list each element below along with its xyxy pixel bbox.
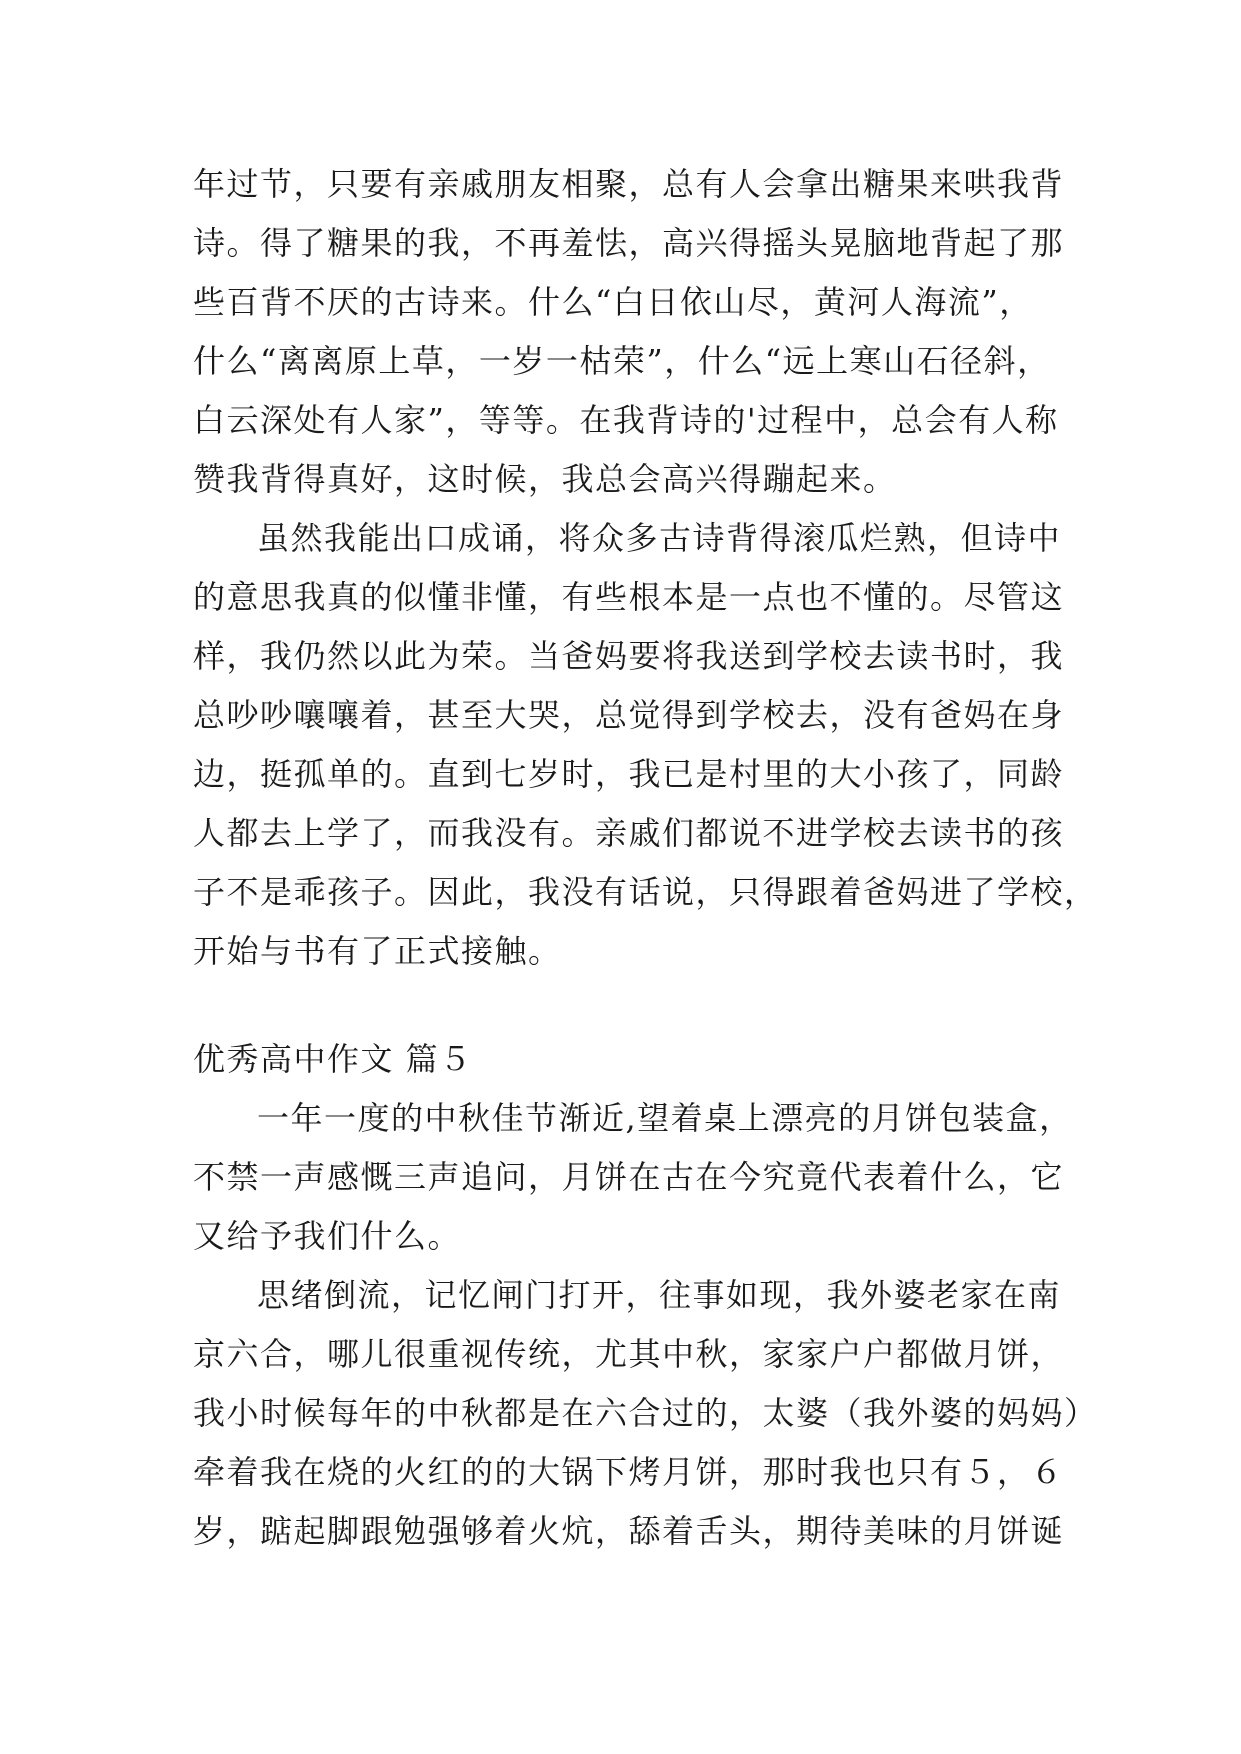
section-heading: 优秀高中作文 篇５ [193, 1040, 473, 1078]
paragraph-line: 子不是乖孩子。因此，我没有话说，只得跟着爸妈进了学校， [193, 873, 1098, 911]
paragraph-line: 总吵吵嚷嚷着，甚至大哭，总觉得到学校去，没有爸妈在身 [193, 696, 1065, 734]
paragraph-line: 虽然我能出口成诵，将众多古诗背得滚瓜烂熟，但诗中 [257, 519, 1062, 557]
paragraph-line: 白云深处有人家”，等等。在我背诗的'过程中，总会有人称 [193, 401, 1059, 439]
paragraph-line: 京六合，哪儿很重视传统，尤其中秋，家家户户都做月饼， [193, 1335, 1065, 1373]
paragraph-line: 年过节，只要有亲戚朋友相聚，总有人会拿出糖果来哄我背 [193, 165, 1065, 203]
paragraph-line: 思绪倒流，记忆闸门打开，往事如现，我外婆老家在南 [257, 1276, 1062, 1314]
paragraph-line: 边，挺孤单的。直到七岁时，我已是村里的大小孩了，同龄 [193, 755, 1065, 793]
paragraph-line: 牵着我在烧的火红的的大锅下烤月饼，那时我也只有５，６ [193, 1453, 1065, 1491]
paragraph-line: 的意思我真的似懂非懂，有些根本是一点也不懂的。尽管这 [193, 578, 1065, 616]
paragraph-line: 一年一度的中秋佳节渐近,望着桌上漂亮的月饼包装盒， [257, 1099, 1073, 1137]
paragraph-line: 样，我仍然以此为荣。当爸妈要将我送到学校去读书时，我 [193, 637, 1065, 675]
paragraph-line: 开始与书有了正式接触。 [193, 932, 562, 970]
paragraph-line: 又给予我们什么。 [193, 1217, 462, 1255]
paragraph-line: 人都去上学了，而我没有。亲戚们都说不进学校去读书的孩 [193, 814, 1065, 852]
paragraph-line: 诗。得了糖果的我，不再羞怯，高兴得摇头晃脑地背起了那 [193, 224, 1065, 262]
paragraph-line: 我小时候每年的中秋都是在六合过的，太婆（我外婆的妈妈） [193, 1394, 1098, 1432]
paragraph-line: 些百背不厌的古诗来。什么“白日依山尽，黄河人海流”， [193, 283, 1033, 321]
paragraph-line: 赞我背得真好，这时候，我总会高兴得蹦起来。 [193, 460, 897, 498]
paragraph-line: 什么“离离原上草，一岁一枯荣”，什么“远上寒山石径斜， [193, 342, 1051, 380]
paragraph-line: 岁，踮起脚跟勉强够着火炕，舔着舌头，期待美味的月饼诞 [193, 1512, 1065, 1550]
paragraph-line: 不禁一声感慨三声追问，月饼在古在今究竟代表着什么，它 [193, 1158, 1065, 1196]
